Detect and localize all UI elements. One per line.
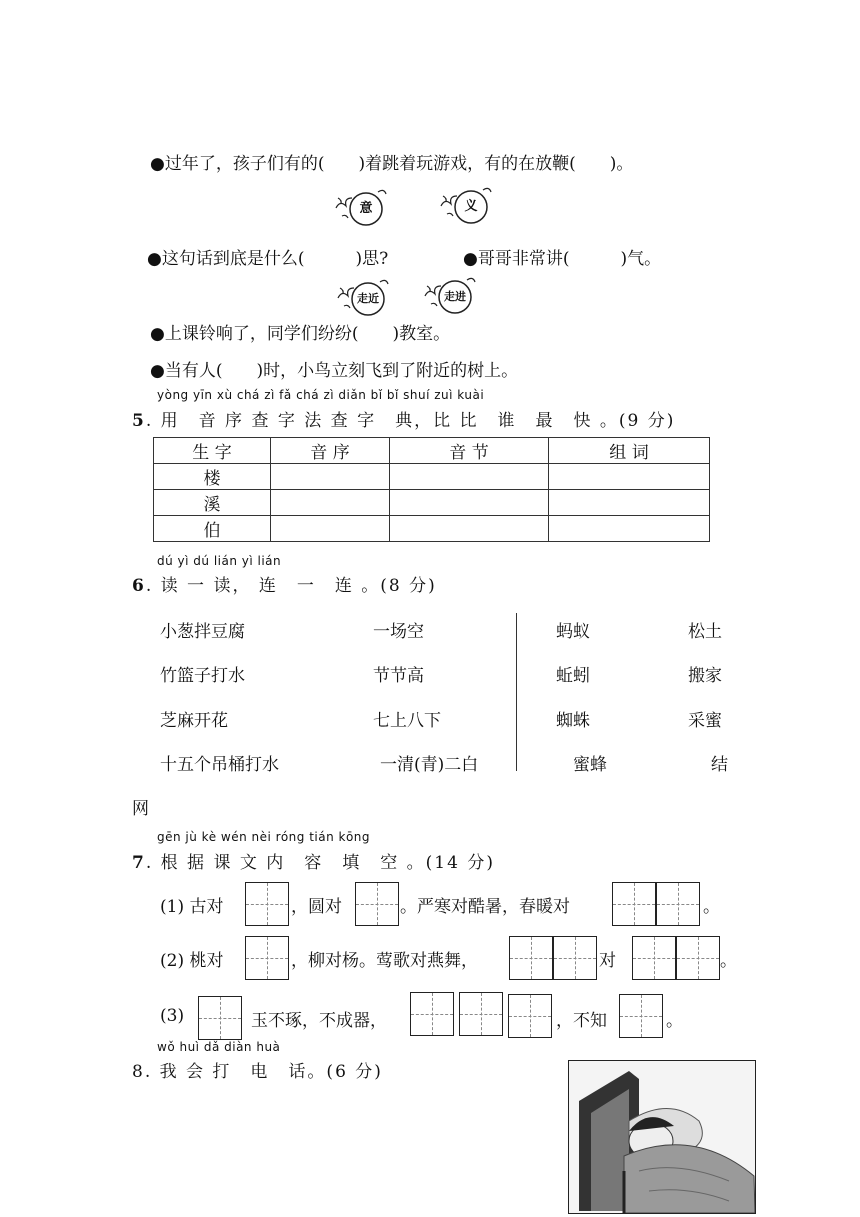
q5-number: 5 [132,411,146,431]
match-right-b[interactable]: 搬家 [688,666,722,686]
col-header: 音 节 [390,438,549,464]
tianzige-box[interactable] [553,936,597,980]
q4-line1: ●过年了，孩子们有的( )着跳着玩游戏，有的在放鞭( )。 [150,154,634,174]
char-cell: 伯 [154,516,271,542]
answer-cell[interactable] [390,490,549,516]
badge-yi-justice [437,184,497,226]
q4-line2a: ●这句话到底是什么( )思? [147,249,389,269]
q7-number: 7 [132,853,146,873]
answer-cell[interactable] [549,516,710,542]
table-row [154,490,710,516]
answer-cell[interactable] [271,490,390,516]
match-right-a[interactable]: 蚯蚓 [556,666,590,686]
match-left-b[interactable]: 一清(青)二白 [380,755,479,775]
match-left-b[interactable]: 节节高 [373,666,424,686]
q7-title [132,848,495,873]
q7-l3-text: ，不知 [556,1011,607,1031]
match-left-b[interactable]: 七上八下 [373,711,441,731]
q7-l1-text: 。 [703,897,720,917]
match-left-a[interactable]: 芝麻开花 [160,711,228,731]
match-left-a[interactable]: 竹篮子打水 [160,666,245,686]
col-header: 音 序 [271,438,390,464]
answer-cell[interactable] [271,516,390,542]
q7-l1-text: 。严寒对酷暑，春暖对 [400,897,570,917]
answer-cell[interactable] [390,516,549,542]
badge-zoujin-near [334,276,394,318]
phonetic-lookup-table [153,437,710,542]
tianzige-box[interactable] [198,996,242,1040]
answer-cell[interactable] [549,490,710,516]
q7-pinyin: gēn jù kè wén nèi róng tián kōng [157,830,371,844]
match-right-b[interactable]: 结 [711,755,728,775]
tianzige-box[interactable] [245,936,289,980]
sick-child-in-bed-illustration [568,1060,756,1214]
q7-title-text: . 根 据 课 文 内 容 填 空 。(14 分) [145,853,495,873]
table-row [154,464,710,490]
q6-pinyin: dú yì dú lián yì lián [157,554,282,568]
q7-l1-text: ，圆对 [291,897,342,917]
match-left-a[interactable]: 小葱拌豆腐 [160,622,245,642]
bed-illustration-icon [569,1061,755,1213]
q6-title-text: . 读 一 读， 连 一 连 。(8 分) [145,576,437,596]
match-right-b[interactable]: 采蜜 [688,711,722,731]
q4-line3: ●上课铃响了，同学们纷纷( )教室。 [150,324,451,344]
match-right-b[interactable]: 松土 [688,622,722,642]
match-right-a[interactable]: 蜘蛛 [556,711,590,731]
match-right-a[interactable]: 蜜蜂 [573,755,607,775]
answer-cell[interactable] [390,464,549,490]
q7-l1-text: (1) 古对 [160,897,224,917]
q4-line4: ●当有人( )时，小鸟立刻飞到了附近的树上。 [150,361,519,381]
q7-l3-text: 玉不琢，不成器， [251,1011,387,1031]
badge-zoujin-enter [421,274,481,316]
col-header: 生 字 [154,438,271,464]
tianzige-box[interactable] [619,994,663,1038]
q7-l2-text: (2) 桃对 [160,951,224,971]
answer-cell[interactable] [271,464,390,490]
badge-label: 走近 [357,292,379,305]
answer-cell[interactable] [549,464,710,490]
q7-l2-text: 。 [720,951,737,971]
q6-number: 6 [132,576,146,596]
q8-title: 8. 我 会 打 电 话。(6 分) [132,1062,383,1082]
col-header: 组 词 [549,438,710,464]
tianzige-box[interactable] [508,994,552,1038]
q5-title-text: . 用 音 序 查 字 法 查 字 典，比 比 谁 最 快 。(9 分) [145,411,676,431]
divider-line [516,613,517,771]
tianzige-box[interactable] [459,992,503,1036]
tianzige-box[interactable] [632,936,676,980]
match-left-a[interactable]: 十五个吊桶打水 [160,755,279,775]
table-header-row [154,438,710,464]
badge-label: 意 [359,201,373,216]
q5-title [132,406,675,431]
tianzige-box[interactable] [612,882,656,926]
match-left-b[interactable]: 一场空 [373,622,424,642]
tianzige-box[interactable] [656,882,700,926]
match-right-a[interactable]: 蚂蚁 [556,622,590,642]
char-cell: 溪 [154,490,271,516]
q8-pinyin: wǒ huì dǎ diàn huà [157,1040,281,1054]
q7-l3-text: (3) [160,1006,185,1026]
badge-yi-meaning [332,186,392,228]
q4-line2b: ●哥哥非常讲( )气。 [463,249,662,269]
char-cell: 楼 [154,464,271,490]
match-overflow-text: 网 [132,799,149,819]
q7-l3-text: 。 [666,1011,683,1031]
tianzige-box[interactable] [676,936,720,980]
q7-l2-text: 对 [599,951,616,971]
badge-label: 义 [464,199,478,214]
q6-title [132,571,437,596]
table-row [154,516,710,542]
tianzige-box[interactable] [509,936,553,980]
tianzige-box[interactable] [355,882,399,926]
q5-pinyin: yòng yīn xù chá zì fǎ chá zì diǎn bǐ bǐ shuí zuì kuài [157,388,485,402]
tianzige-box[interactable] [410,992,454,1036]
q7-l2-text: ，柳对杨。莺歌对燕舞， [291,951,478,971]
badge-label: 走进 [444,290,466,303]
tianzige-box[interactable] [245,882,289,926]
